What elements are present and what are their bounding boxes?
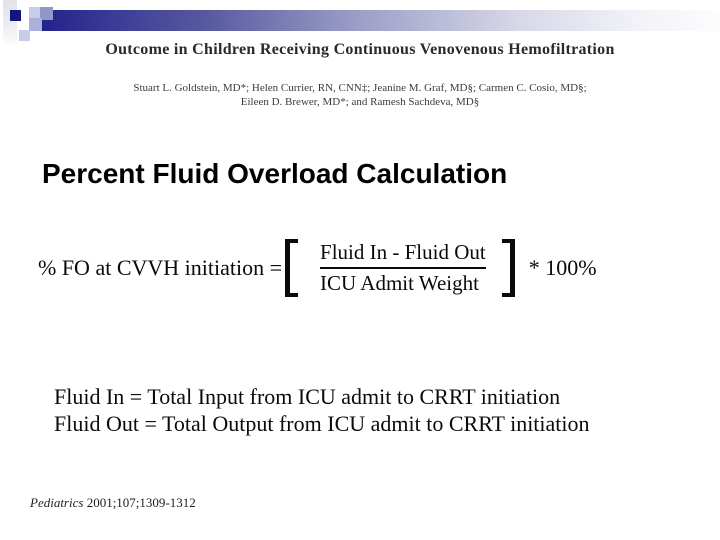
corner-square-navy-icon [10,10,21,21]
fluid-overload-formula [38,236,597,300]
paper-authors [0,82,720,109]
formula-numerator: Fluid In - Fluid Out [320,240,486,269]
citation-reference: 2001;107;1309-1312 [83,495,196,510]
definition-fluid-in: Fluid In = Total Input from ICU admit to CRRT initiation [54,384,561,409]
paper-authors-line-1: Stuart L. Goldstein, MD*; Helen Currier, RN, CNN‡; Jeanine M. Graf, MD§; Carmen C. Cosio, MD§; [133,82,587,94]
header-gradient-bar [40,10,720,31]
formula-denominator: ICU Admit Weight [320,271,479,295]
formula-fraction [320,240,486,296]
citation [30,495,196,511]
right-bracket-icon [502,239,515,297]
corner-square-medium-lower-icon [29,18,42,31]
paper-title: Outcome in Children Receiving Continuous Venovenous Hemofiltration [105,41,615,58]
corner-square-light-top-icon [29,7,40,18]
corner-square-light-bottom-icon [19,30,30,41]
paper-authors-line-2: Eileen D. Brewer, MD*; and Ramesh Sachdeva, MD§ [240,95,480,108]
slide-heading: Percent Fluid Overload Calculation [42,158,508,189]
citation-journal: Pediatrics [30,495,84,510]
corner-strip [3,0,17,44]
formula-multiplier: * 100% [528,255,597,280]
definitions [54,383,590,437]
formula-lhs: % FO at CVVH initiation = [38,255,283,280]
left-bracket-icon [285,239,298,297]
definition-fluid-out: Fluid Out = Total Output from ICU admit to CRRT initiation [54,411,590,436]
